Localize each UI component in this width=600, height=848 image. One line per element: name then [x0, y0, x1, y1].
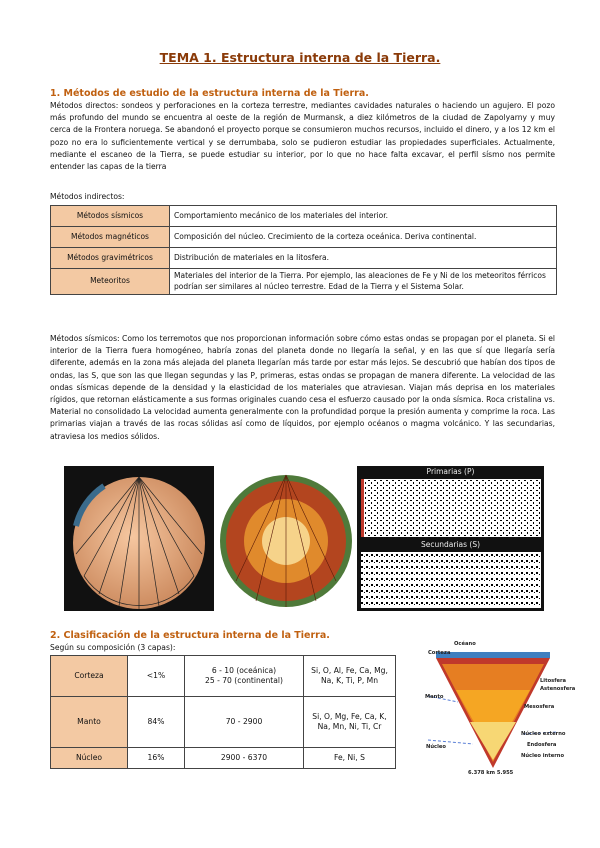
desc-cell: Distribución de materiales en la litosfera. — [170, 248, 557, 269]
method-cell: Métodos sísmicos — [51, 206, 170, 227]
primary-wave-label: Primarias (P) — [426, 467, 475, 476]
pct-cell: 84% — [128, 697, 185, 748]
diagram-label-nucleo-interno: Núcleo interno — [521, 753, 565, 759]
desc-cell: Materiales del interior de la Tierra. Por ejemplo, las aleaciones de Fe y Ni de los meteoritos férricos podrían ser similares al núcleo terrestre. Edad de la Tierra y el Sistema Solar. — [170, 269, 557, 295]
table-row — [51, 748, 396, 769]
layer-cell: Manto — [51, 697, 128, 748]
diagram-label-litosfera: Litosfera — [540, 678, 567, 684]
method-cell: Métodos magnéticos — [51, 227, 170, 248]
diagram-label-bottom: 6.378 km 5.955 — [468, 770, 514, 776]
elements-cell: Si, O, Mg, Fe, Ca, K, Na, Mn, Ni, Ti, Cr — [304, 697, 396, 748]
table-row — [51, 269, 557, 295]
depth-cell: 6 - 10 (oceánica) 25 - 70 (continental) — [185, 656, 304, 697]
depth-cell: 70 - 2900 — [185, 697, 304, 748]
table-row — [51, 206, 557, 227]
layer-cell: Núcleo — [51, 748, 128, 769]
direct-methods-paragraph: Métodos directos: sondeos y perforaciones en la corteza terrestre, mediantes cavidades naturales o haciendo un agujero. El pozo más profundo del mundo se encuentra al oeste de la región de Murmansk, a diez kilómetros de la ciudad de Zapolyarny y muy cerca de la Frontera noruega. Se abandonó el proyecto porque se consumieron muchos recursos, incluido el dinero, y a los 12 km el pozo no era lo suficientemente vertical y se derrumbaba, solo se pudieron estudiar las propiedades superficiales. Actualmente, mediante el escaneo de la Tierra, se puede estudiar su interior, por lo que no hace falta excavar, el perfil sísmo nos permite entender las capas de la tierra — [50, 101, 555, 172]
secondary-wave-label: Secundarias (S) — [420, 540, 481, 549]
table-row — [51, 227, 557, 248]
composition-subtitle: Según su composición (3 capas): — [50, 643, 176, 652]
table-row — [51, 656, 396, 697]
indirect-methods-label: Métodos indirectos: — [50, 192, 125, 201]
table-row — [51, 248, 557, 269]
composition-table — [50, 655, 396, 769]
method-cell: Métodos gravimétricos — [51, 248, 170, 269]
diagram-label-astenosfera: Astenosfera — [540, 686, 576, 692]
secondary-wave-image — [361, 552, 541, 608]
page-title: TEMA 1. Estructura interna de la Tierra. — [159, 50, 441, 65]
indirect-methods-table — [50, 205, 557, 295]
elements-cell: Fe, Ni, S — [304, 748, 396, 769]
desc-cell: Comportamiento mecánico de los materiales del interior. — [170, 206, 557, 227]
wave-panels-figure — [357, 466, 544, 611]
diagram-label-oceano: Océano — [454, 641, 476, 647]
depth-cell: 2900 - 6370 — [185, 748, 304, 769]
seismic-methods-paragraph: Métodos sísmicos: Como los terremotos que nos proporcionan información sobre cómo estas ondas se propagan por el planeta. Si el interior de la Tierra fuera homogéneo, habría zonas del planeta donde no llegaría la señal, y en las que sí que llegaría sería diferente, además en la zona más alejada del planeta llegarían más tarde por estar más lejos. Se descubrió que habían dos tipos de ondas, las S, que son las que llegan segundas y las P, primeras, estas ondas se propagan de manera diferente. La velocidad de las ondas sísmicas depende de la densidad y la elasticidad de los materiales que atraviesan. Viajan más deprisa en los materiales rígidos, que retornan elásticamente a sus formas originales cuando cesa el esfuerzo causado por la onda sísmica. Roca cristalina vs. Material no consolidado La velocidad aumenta generalmente con la profundidad porque la presión aumenta y comprime la roca. Las primarias viajan a través de las rocas sólidas así como de líquidos, por ejemplo océanos o magma volcánico. Y las secundarias, atraviesa los medios sólidos. — [50, 334, 556, 441]
section1-heading: 1. Métodos de estudio de la estructura interna de la Tierra. — [50, 88, 369, 99]
diagram-label-mesosfera: Mesosfera — [524, 704, 555, 710]
layer-cell: Corteza — [51, 656, 128, 697]
diagram-label-endosfera: Endosfera — [527, 742, 557, 748]
diagram-label-nucleo: Núcleo — [426, 744, 446, 750]
pct-cell: 16% — [128, 748, 185, 769]
section2-heading: 2. Clasificación de la estructura interna de la Tierra. — [50, 630, 330, 641]
desc-cell: Composición del núcleo. Crecimiento de la corteza oceánica. Deriva continental. — [170, 227, 557, 248]
diagram-label-corteza: Corteza — [428, 650, 451, 656]
earth-cross-section-figure — [216, 466, 356, 611]
method-cell: Meteoritos — [51, 269, 170, 295]
diagram-label-manto: Manto — [425, 694, 444, 700]
pct-cell: <1% — [128, 656, 185, 697]
table-row — [51, 697, 396, 748]
diagram-label-nucleo-externo: Núcleo externo — [521, 731, 566, 737]
primary-wave-image — [361, 479, 541, 537]
elements-cell: Si, O, Al, Fe, Ca, Mg, Na, K, Ti, P, Mn — [304, 656, 396, 697]
seismic-rays-figure — [64, 466, 214, 611]
